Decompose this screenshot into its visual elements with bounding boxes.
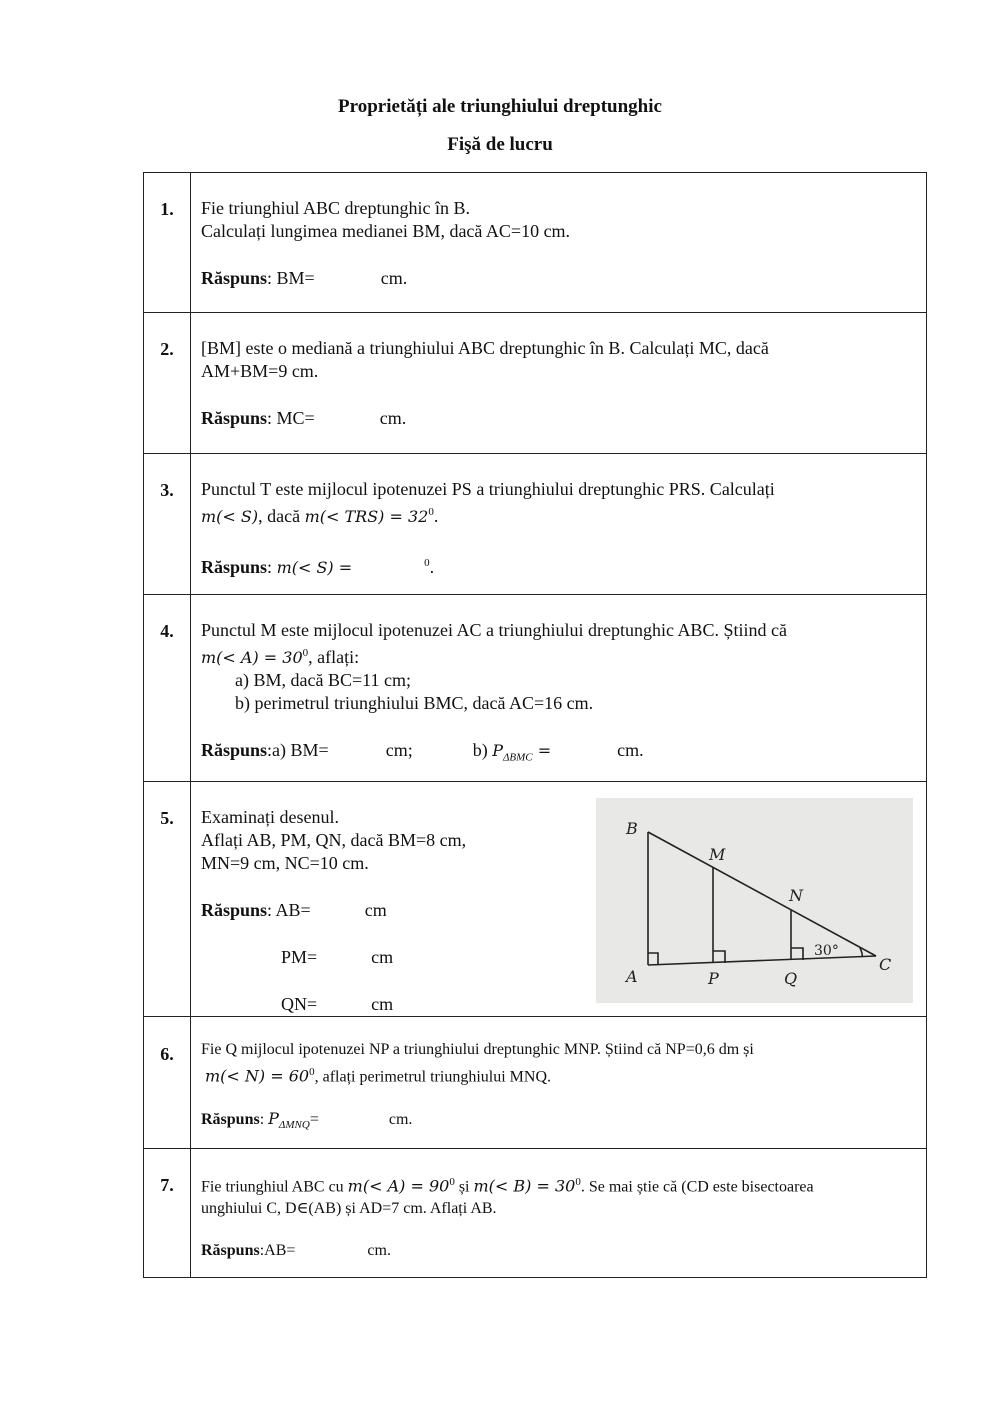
answer-label: Răspuns — [201, 900, 268, 920]
subquestion-list — [201, 669, 916, 715]
right-angle-mark-P — [713, 951, 725, 963]
problem-content — [191, 1149, 927, 1278]
problem-content — [191, 595, 927, 782]
problem-text: m(< S), dacă $m(< TRS) = 32^0$. — [201, 506, 439, 526]
problem-text: AM+BM=9 cm. — [201, 361, 319, 381]
problem-text: unghiului C, D∈(AB) și AD=7 cm. Aflați AB. — [201, 1200, 497, 1218]
segment-AC — [648, 956, 876, 965]
angle-arc-C — [860, 948, 862, 957]
problem-content — [191, 173, 927, 313]
problem-number: 6. — [144, 1017, 191, 1149]
label-P: P — [708, 969, 719, 988]
answer-label: Răspuns — [201, 1242, 260, 1260]
label-B: B — [626, 819, 638, 838]
problem-row-4 — [144, 595, 927, 782]
problem-number: 3. — [144, 454, 191, 595]
problem-row-5 — [144, 782, 927, 1017]
problem-number: 5. — [144, 782, 191, 1017]
problem-text: Fie triunghiul ABC cu $m(< A) = 90^0$ și $m(< B) = 30^0$. Se mai știe că (CD este bisectoarea — [201, 1176, 814, 1196]
subquestion-b: b) perimetrul triunghiului BMC, dacă AC=16 cm. — [235, 693, 594, 713]
problem-text: Examinați desenul. — [201, 807, 339, 827]
page-title: Proprietăți ale triunghiului dreptunghic — [338, 96, 662, 117]
problem-number: 1. — [144, 173, 191, 313]
subquestion-a: a) BM, dacă BC=11 cm; — [235, 670, 411, 690]
problem-text: Calculați lungimea medianei BM, dacă AC=10 cm. — [201, 221, 571, 241]
answer-line-qn: QN= cm — [281, 994, 394, 1014]
answer-line: Răspuns: MC= cm. — [201, 408, 407, 428]
problem-text: Punctul M este mijlocul ipotenuzei AC a triunghiului dreptunghic ABC. Știind că — [201, 620, 787, 640]
problem-text: $m(< A) = 30^0$, aflați: — [201, 647, 360, 667]
answer-line: Răspuns: $P_{\Delta MNQ}=$ cm. — [201, 1109, 413, 1132]
problem-text: MN=9 cm, NC=10 cm. — [201, 853, 369, 873]
problem-text: [BM] este o mediană a triunghiului ABC dreptunghic în B. Calculați MC, dacă — [201, 338, 769, 358]
problem-row-3 — [144, 454, 927, 595]
problem-content — [191, 454, 927, 595]
label-C: C — [879, 955, 892, 974]
problem-number: 7. — [144, 1149, 191, 1278]
worksheet-table — [143, 172, 927, 1278]
right-angle-mark-A — [648, 953, 658, 965]
answer-label: Răspuns — [201, 268, 268, 288]
segment-BC — [648, 832, 876, 956]
label-N: N — [789, 886, 803, 905]
triangle-diagram — [596, 798, 913, 1003]
problem-text: $m(< N) = 60^0$, aflați perimetrul triunghiului MNQ. — [205, 1066, 551, 1086]
problem-row-1 — [144, 173, 927, 313]
answer-line: Răspuns: BM= cm. — [201, 268, 408, 288]
answer-line-pm: PM= cm — [281, 947, 394, 967]
problem-number: 2. — [144, 313, 191, 454]
answer-line: Răspuns: m(< S) = $^0$. — [201, 557, 435, 577]
problem-row-6 — [144, 1017, 927, 1149]
answer-label: Răspuns — [201, 1111, 260, 1129]
answer-line: Răspuns: AB= cm — [201, 900, 387, 920]
problem-text: Fie Q mijlocul ipotenuzei NP a triunghiului dreptunghic MNP. Știind că NP=0,6 dm și — [201, 1041, 754, 1058]
triangle-figure — [596, 798, 913, 1003]
answer-label: Răspuns — [201, 408, 268, 428]
label-angle-30: 30° — [814, 943, 839, 959]
label-Q: Q — [784, 969, 798, 988]
label-M: M — [709, 845, 726, 864]
problem-content — [191, 782, 927, 1017]
page-subtitle: Fişă de lucru — [447, 134, 553, 155]
label-A: A — [626, 967, 638, 986]
problem-number: 4. — [144, 595, 191, 782]
problem-content — [191, 1017, 927, 1149]
answer-line: Răspuns:AB= cm. — [201, 1242, 391, 1260]
problem-content — [191, 313, 927, 454]
answer-label: Răspuns — [201, 740, 268, 760]
answer-label: Răspuns — [201, 557, 268, 577]
problem-row-2 — [144, 313, 927, 454]
answer-line: Răspuns:a) BM= cm; b) $P_{\Delta BMC}$ = cm. — [201, 740, 644, 764]
problem-text: Aflați AB, PM, QN, dacă BM=8 cm, — [201, 830, 467, 850]
problem-text: Punctul T este mijlocul ipotenuzei PS a triunghiului dreptunghic PRS. Calculați — [201, 479, 775, 499]
problem-row-7 — [144, 1149, 927, 1278]
problem-text: Fie triunghiul ABC dreptunghic în B. — [201, 198, 470, 218]
